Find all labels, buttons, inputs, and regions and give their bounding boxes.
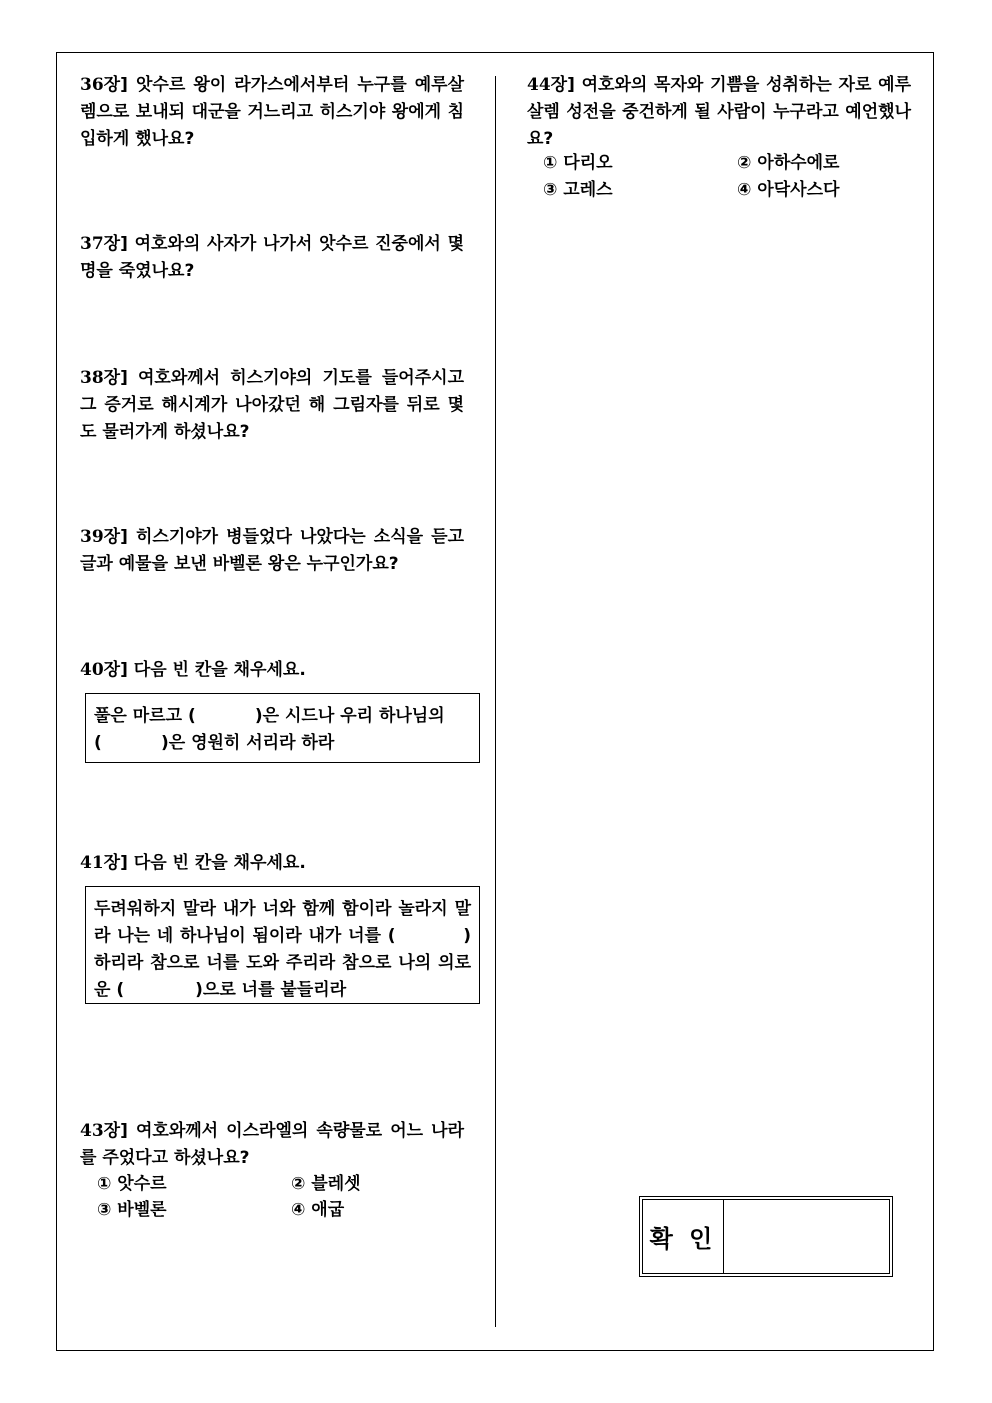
question-43 xyxy=(80,1118,464,1172)
option-3[interactable]: ③ 바벨론 xyxy=(97,1200,167,1220)
option-1[interactable]: ① 다리오 xyxy=(543,153,613,173)
column-divider xyxy=(495,76,496,1327)
question-number: 39 xyxy=(80,527,104,547)
question-36 xyxy=(80,72,464,153)
confirm-box xyxy=(639,1196,893,1277)
option-1[interactable]: ① 앗수르 xyxy=(97,1174,167,1194)
confirm-label: 확 인 xyxy=(643,1200,724,1273)
question-text: 장] 다음 빈 칸을 채우세요. xyxy=(103,660,306,680)
question-text: 장] 여호와께서 이스라엘의 속량물로 어느 나라를 주었다고 하셨나요? xyxy=(80,1121,464,1168)
option-3[interactable]: ③ 고레스 xyxy=(543,180,613,200)
verse-line: ( )은 영원히 서리라 하라 xyxy=(94,733,335,753)
fill-blank-box-41: 두려워하지 말라 내가 너와 함께 함이라 놀라지 말라 나는 네 하나님이 됨이라 내가 너를 ( ) 하리라 참으로 너를 도와 주리라 참으로 나의 의로운 ( )으로 너를 붙들리라 xyxy=(85,886,480,1004)
question-text: 장] 다음 빈 칸을 채우세요. xyxy=(103,853,306,873)
question-number: 41 xyxy=(80,853,104,873)
question-number: 38 xyxy=(80,368,104,388)
question-number: 40 xyxy=(80,660,104,680)
option-4[interactable]: ④ 아닥사스다 xyxy=(737,180,840,200)
question-text: 장] 여호와의 목자와 기쁨을 성취하는 자로 예루살렘 성전을 중건하게 될 사람이 누구라고 예언했나요? xyxy=(527,75,911,149)
question-37 xyxy=(80,231,464,285)
question-number: 36 xyxy=(80,75,104,95)
question-44 xyxy=(527,72,911,153)
question-number: 44 xyxy=(527,75,551,95)
question-text: 장] 히스기야가 병들었다 나았다는 소식을 듣고 글과 예물을 보낸 바벨론 왕은 누구인가요? xyxy=(80,527,464,574)
question-38 xyxy=(80,365,464,446)
question-text: 장] 앗수르 왕이 라가스에서부터 누구를 예루살렘으로 보내되 대군을 거느리고 히스기야 왕에게 침입하게 했나요? xyxy=(80,75,464,149)
option-4[interactable]: ④ 애굽 xyxy=(291,1200,345,1220)
option-2[interactable]: ② 블레셋 xyxy=(291,1174,361,1194)
confirm-inner xyxy=(642,1199,890,1274)
fill-blank-box-40 xyxy=(85,693,480,763)
question-number: 43 xyxy=(80,1121,104,1141)
option-2[interactable]: ② 아하수에로 xyxy=(737,153,840,173)
question-text: 장] 여호와께서 히스기야의 기도를 들어주시고 그 증거로 해시계가 나아갔던 해 그림자를 뒤로 몇 도 물러가게 하셨나요? xyxy=(80,368,464,442)
verse-line: 풀은 마르고 ( )은 시드나 우리 하나님의 xyxy=(94,706,445,726)
question-text: 장] 여호와의 사자가 나가서 앗수르 진중에서 몇 명을 죽였나요? xyxy=(80,234,464,281)
question-41 xyxy=(80,850,464,877)
question-39 xyxy=(80,524,464,578)
confirm-signature-cell[interactable] xyxy=(724,1200,889,1273)
question-number: 37 xyxy=(80,234,104,254)
question-40 xyxy=(80,657,464,684)
